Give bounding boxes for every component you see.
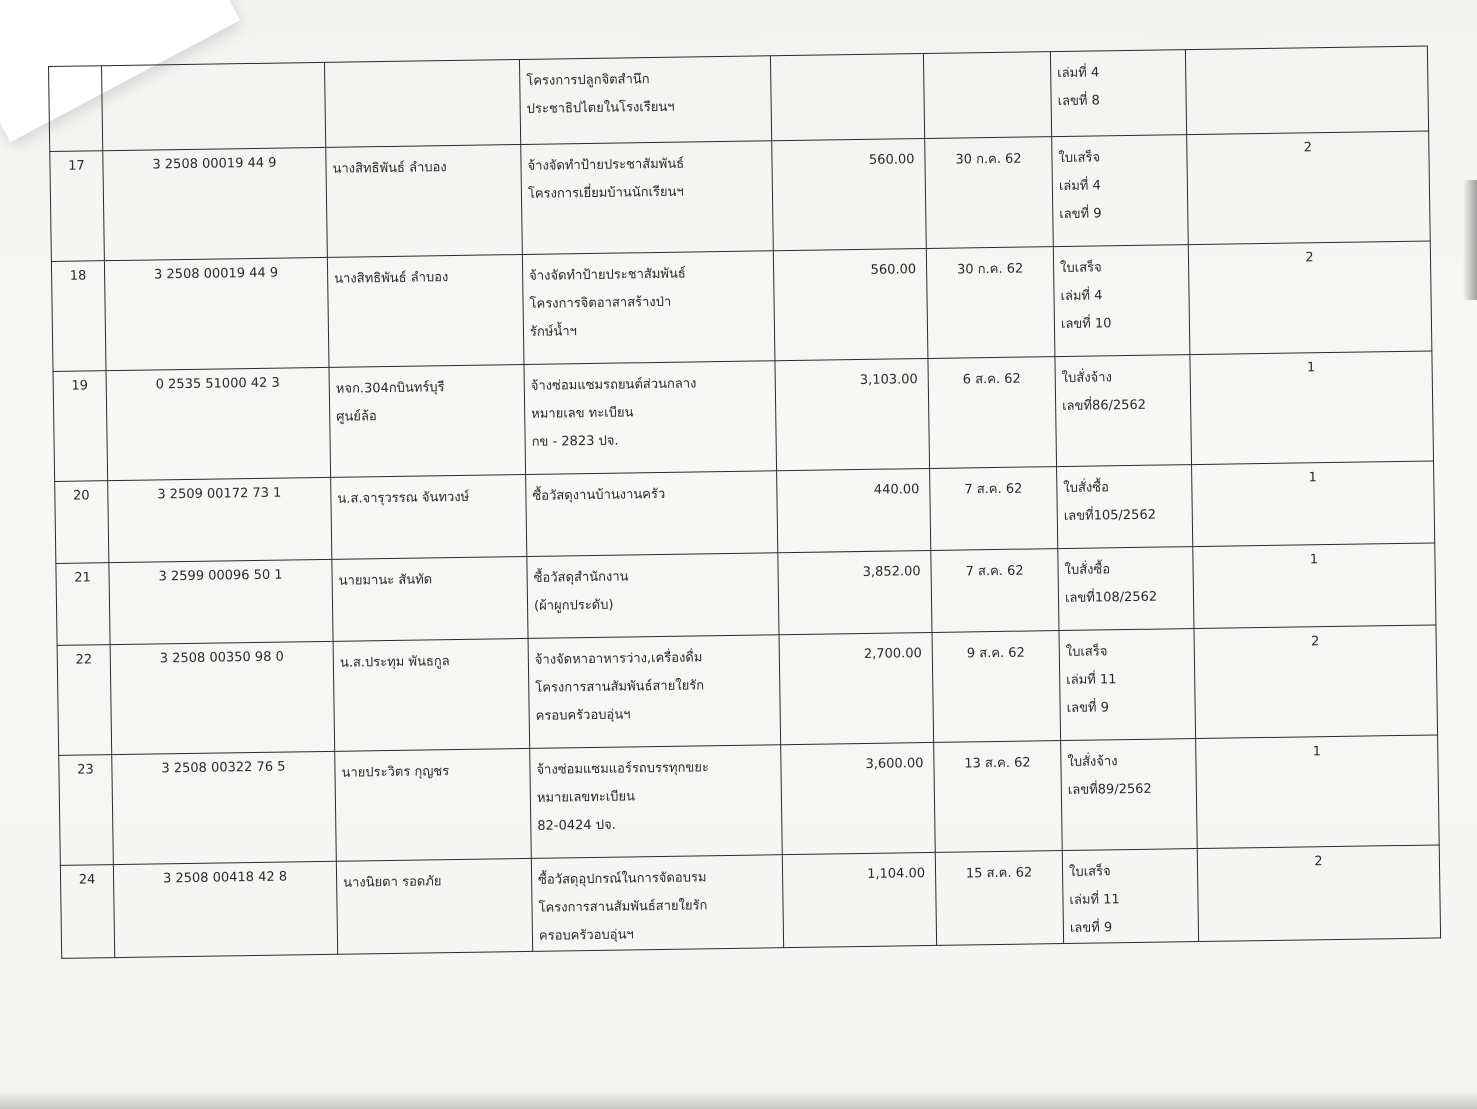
- document-ref-cell: [1053, 245, 1190, 357]
- document-ref-cell-line: เล่มที่ 4: [1057, 65, 1100, 82]
- document-ref-cell-content: [1063, 849, 1198, 943]
- table-body: [49, 46, 1441, 958]
- date-cell: [926, 247, 1055, 359]
- vendor-name-cell-text: นางสิทธิพันธ์ ลำบอง: [334, 270, 449, 287]
- description-cell-line: 82-0424 ปจ.: [537, 817, 616, 834]
- row-number-cell-content: [54, 371, 106, 396]
- description-cell-content: [526, 471, 777, 511]
- description-cell-line: โครงการปลูกจิตสำนึก: [526, 72, 650, 89]
- amount-cell: [779, 632, 934, 744]
- count-cell-content: [1189, 242, 1430, 270]
- date-cell: [931, 549, 1059, 633]
- description-cell-line: ซื้อวัสดุงานบ้านงานครัว: [532, 486, 666, 504]
- description-cell-line: ซื้อวัสดุอุปกรณ์ในการจัดอบรม: [538, 870, 707, 888]
- document-ref-cell-line: ใบเสร็จ: [1058, 150, 1101, 167]
- procurement-table: [48, 46, 1441, 959]
- vendor-name-cell-text: น.ส.ประทุม พันธกูล: [339, 654, 450, 671]
- description-cell: [522, 251, 775, 365]
- row-number-cell-text: 24: [78, 872, 96, 888]
- tax-id-cell-text: [108, 69, 318, 72]
- document-ref-cell-line: เลขที่ 9: [1059, 206, 1102, 223]
- description-cell-line: โครงการจิตอาสาสร้างป่า: [529, 294, 672, 312]
- document-ref-cell-line: เลขที่ 10: [1060, 316, 1112, 333]
- row-number-cell-text: 20: [72, 488, 90, 504]
- vendor-name-cell-content: [331, 475, 526, 514]
- vendor-name-cell-content: [337, 859, 532, 898]
- vendor-name-cell: [324, 60, 520, 148]
- description-cell: [530, 745, 783, 859]
- count-cell-content: [1198, 845, 1439, 873]
- amount-cell-content: [771, 54, 923, 64]
- vendor-name-cell-text: นางสิทธิพันธ์ ลำบอง: [332, 160, 447, 177]
- row-number-cell-text: 17: [68, 158, 85, 174]
- count-cell-text: 1: [1306, 360, 1316, 376]
- amount-cell-content: [772, 139, 924, 175]
- count-cell: [1193, 543, 1436, 629]
- document-ref-cell-line: เลขที่ 9: [1069, 920, 1113, 936]
- document-ref-cell-line: เลขที่ 8: [1057, 93, 1101, 110]
- description-cell-content: [524, 361, 775, 457]
- date-cell-text: 30 ก.ค. 62: [955, 151, 1022, 168]
- document-ref-cell-line: เล่มที่ 4: [1060, 288, 1103, 305]
- date-cell: [935, 851, 1063, 946]
- description-cell: [519, 56, 771, 145]
- bottom-shadow: [0, 1091, 1477, 1109]
- amount-cell-text: 560.00: [870, 262, 917, 278]
- document-ref-cell-line: เลขที่89/2562: [1067, 781, 1152, 798]
- date-cell-content: [936, 851, 1063, 889]
- tax-id-cell: [106, 367, 331, 480]
- tax-id-cell-content: [109, 560, 331, 587]
- vendor-name-cell: [336, 858, 532, 954]
- document-ref-cell: [1059, 629, 1196, 741]
- date-cell-content: [925, 137, 1052, 175]
- row-number-cell-text: 23: [77, 762, 94, 778]
- vendor-name-cell-content: [335, 749, 530, 788]
- vendor-name-cell-text: นายประวิตร กุญชร: [341, 764, 450, 781]
- description-cell-content: [527, 553, 778, 621]
- count-cell-text: 2: [1303, 140, 1313, 156]
- amount-cell-content: [775, 359, 927, 395]
- description-cell-content: [520, 56, 771, 124]
- amount-cell: [778, 550, 932, 634]
- count-cell: [1188, 241, 1432, 355]
- row-number-cell: [56, 563, 110, 646]
- tax-id-cell: [103, 147, 328, 260]
- count-cell-content: [1192, 461, 1433, 489]
- tax-id-cell: [102, 62, 326, 150]
- count-cell: [1190, 351, 1434, 465]
- date-cell-content: [934, 741, 1061, 779]
- count-cell: [1194, 625, 1438, 739]
- date-cell-text: 15 ส.ค. 62: [965, 865, 1033, 882]
- count-cell: [1196, 735, 1440, 849]
- tax-id-cell-content: [111, 642, 333, 669]
- tax-id-cell-content: [103, 148, 325, 175]
- tax-id-cell-content: [107, 368, 329, 395]
- document-ref-cell-line: ใบเสร็จ: [1068, 864, 1111, 880]
- document-ref-cell-line: เล่มที่ 11: [1066, 672, 1117, 688]
- count-cell-text: [1192, 53, 1421, 56]
- vendor-name-cell-text: น.ส.จารุวรรณ จันทวงษ์: [337, 489, 470, 507]
- vendor-name-cell-line: หจก.304กบินทร์บุรี: [335, 380, 445, 397]
- row-number-cell-text: 22: [75, 652, 93, 668]
- date-cell: [932, 631, 1061, 743]
- document-ref-cell-content: [1055, 355, 1190, 421]
- row-number-cell-content: [61, 865, 113, 890]
- tax-id-cell-text: 0 2535 51000 42 3: [155, 375, 280, 393]
- amount-cell-text: 3,103.00: [859, 372, 918, 388]
- amount-cell-text: 2,700.00: [863, 646, 922, 662]
- document-ref-cell: [1050, 50, 1186, 137]
- vendor-name-cell: [327, 254, 524, 367]
- row-number-cell-text: [55, 72, 95, 73]
- count-cell-content: [1194, 625, 1435, 653]
- vendor-name-cell: [329, 364, 526, 477]
- count-cell: [1192, 461, 1435, 547]
- date-cell: [934, 741, 1063, 853]
- document-ref-cell-line: ใบเสร็จ: [1060, 260, 1102, 277]
- tax-id-cell: [104, 257, 329, 370]
- description-cell-line: (ผ้าผูกประดับ): [533, 597, 614, 614]
- description-cell-line: จ้างจัดหาอาหารว่าง,เครื่องดื่ม: [534, 650, 703, 668]
- count-cell: [1187, 131, 1431, 245]
- date-cell-text: 13 ส.ค. 62: [964, 755, 1031, 772]
- date-cell-text: 7 ส.ค. 62: [964, 481, 1023, 498]
- description-cell-line: จ้างซ่อมแซมแอร์รถบรรทุกขยะ: [536, 760, 710, 778]
- date-cell-content: [928, 357, 1055, 395]
- document-ref-cell-line: ใบสั่งซื้อ: [1063, 480, 1110, 496]
- document-ref-cell-line: เลขที่108/2562: [1064, 589, 1158, 606]
- count-cell-text: 2: [1314, 854, 1323, 870]
- amount-cell-content: [774, 249, 926, 285]
- table-row: [57, 625, 1437, 755]
- document-ref-cell-line: ใบสั่งจ้าง: [1067, 754, 1118, 770]
- document-ref-cell-content: [1061, 739, 1196, 805]
- document-ref-cell: [1052, 135, 1189, 247]
- tax-id-cell-text: 3 2508 00418 42 8: [162, 869, 288, 887]
- date-cell: [923, 52, 1051, 139]
- description-cell-line: ครอบครัวอบอุ่นฯ: [535, 707, 631, 724]
- row-number-cell: [49, 66, 103, 152]
- document-ref-cell-content: [1052, 135, 1187, 229]
- description-cell-content: [529, 635, 780, 731]
- document-ref-cell: [1062, 849, 1198, 944]
- date-cell: [925, 137, 1054, 249]
- amount-cell-content: [781, 743, 933, 779]
- date-cell-text: 30 ก.ค. 62: [956, 261, 1024, 278]
- description-cell-content: [523, 251, 774, 347]
- date-cell: [930, 467, 1058, 551]
- vendor-name-cell-content: [334, 639, 529, 678]
- description-cell: [528, 635, 781, 749]
- description-cell-content: [521, 141, 772, 209]
- description-cell-line: จ้างจัดทำป้ายประชาสัมพันธ์: [527, 156, 685, 174]
- vendor-name-cell-text: นายมานะ สันทัด: [338, 572, 433, 589]
- row-number-cell-content: [58, 645, 110, 670]
- date-cell-content: [927, 247, 1054, 285]
- date-cell: [928, 357, 1057, 469]
- document-ref-cell-line: เลขที่86/2562: [1062, 397, 1147, 414]
- table-row: [60, 845, 1440, 958]
- description-cell-line: โครงการสานสัมพันธ์สายใยรัก: [535, 678, 705, 696]
- vendor-name-cell: [326, 144, 523, 257]
- amount-cell: [773, 248, 928, 360]
- document-ref-cell-content: [1051, 50, 1186, 116]
- description-cell: [521, 141, 774, 255]
- date-cell-text: [930, 60, 1044, 62]
- description-cell-line: รักษ์น้ำฯ: [529, 324, 578, 340]
- row-number-cell: [50, 151, 105, 262]
- date-cell-content: [924, 52, 1050, 62]
- vendor-name-cell: [331, 474, 527, 559]
- paper-edge-shadow: [1463, 180, 1477, 300]
- count-cell-text: 2: [1305, 250, 1314, 266]
- description-cell-line: จ้างซ่อมแซมรถยนต์ส่วนกลาง: [530, 376, 697, 394]
- row-number-cell-content: [49, 66, 101, 73]
- count-cell-content: [1193, 543, 1434, 571]
- tax-id-cell: [112, 751, 337, 864]
- amount-cell-text: 560.00: [868, 152, 915, 168]
- document-ref-cell-line: ใบเสร็จ: [1065, 644, 1108, 660]
- count-cell: [1197, 845, 1440, 942]
- description-cell-line: โครงการเยี่ยมบ้านนักเรียนฯ: [527, 184, 684, 202]
- tax-id-cell-content: [105, 258, 327, 285]
- description-cell-content: [532, 855, 783, 951]
- tax-id-cell-text: 3 2599 00096 50 1: [158, 567, 283, 585]
- count-cell-text: 1: [1312, 744, 1322, 760]
- amount-cell: [777, 468, 931, 552]
- tax-id-cell-content: [102, 63, 324, 72]
- description-cell-line: ซื้อวัสดุสำนักงาน: [533, 569, 629, 586]
- document-ref-cell-content: [1057, 465, 1192, 531]
- document-ref-cell-line: ใบสั่งจ้าง: [1061, 370, 1113, 386]
- row-number-cell-text: 19: [71, 378, 89, 394]
- row-number-cell-content: [59, 755, 111, 780]
- document-ref-cell-line: เลขที่105/2562: [1063, 507, 1157, 524]
- amount-cell: [772, 139, 927, 251]
- count-cell-content: [1190, 352, 1431, 380]
- count-cell: [1185, 46, 1428, 135]
- count-cell-text: 1: [1309, 552, 1319, 568]
- amount-cell-content: [780, 633, 932, 669]
- row-number-cell-content: [55, 481, 107, 506]
- document-ref-cell: [1057, 465, 1193, 549]
- tax-id-cell-text: 3 2508 00322 76 5: [161, 759, 286, 777]
- description-cell: [531, 855, 783, 952]
- amount-cell-content: [777, 469, 929, 505]
- amount-cell-text: [777, 62, 913, 64]
- document-ref-cell-line: เลขที่ 9: [1066, 700, 1110, 716]
- row-number-cell-text: 18: [69, 268, 87, 284]
- row-number-cell-content: [52, 261, 104, 286]
- date-cell-content: [931, 549, 1058, 587]
- amount-cell: [782, 852, 936, 947]
- description-cell-content: [530, 745, 781, 841]
- tax-id-cell-content: [108, 478, 330, 505]
- vendor-name-cell: [333, 638, 530, 751]
- tax-id-cell: [108, 477, 332, 562]
- count-cell-content: [1187, 132, 1428, 160]
- date-cell-text: 9 ส.ค. 62: [966, 645, 1025, 662]
- count-cell-text: 2: [1310, 634, 1320, 650]
- tax-id-cell: [110, 641, 335, 754]
- description-cell-line: หมายเลขทะเบียน: [536, 789, 636, 806]
- document-ref-cell-line: เล่มที่ 4: [1058, 178, 1101, 195]
- document-ref-cell: [1058, 547, 1194, 631]
- description-cell: [524, 361, 777, 475]
- vendor-name-cell-text: [331, 68, 513, 71]
- row-number-cell: [51, 261, 106, 372]
- description-cell-line: หมายเลข ทะเบียน: [531, 405, 634, 422]
- description-cell-line: กข - 2823 ปจ.: [531, 433, 619, 450]
- description-cell: [526, 471, 778, 557]
- vendor-name-cell-content: [330, 365, 525, 432]
- ledger-sheet: [48, 46, 1441, 946]
- vendor-name-cell-content: [326, 145, 521, 184]
- date-cell-content: [933, 631, 1060, 669]
- row-number-cell: [57, 645, 112, 756]
- row-number-cell-text: 21: [74, 570, 91, 586]
- amount-cell-content: [783, 853, 935, 889]
- document-ref-cell: [1061, 739, 1198, 851]
- amount-cell-text: 3,600.00: [865, 756, 924, 772]
- document-ref-cell-content: [1058, 547, 1193, 613]
- vendor-name-cell-content: [328, 255, 523, 294]
- row-number-cell-content: [56, 563, 108, 588]
- tax-id-cell-text: 3 2508 00019 44 9: [153, 265, 279, 283]
- tax-id-cell-text: 3 2509 00172 73 1: [157, 485, 282, 503]
- amount-cell-text: 440.00: [873, 482, 920, 498]
- description-cell-line: ประชาธิปไตยในโรงเรียนฯ: [526, 99, 675, 117]
- vendor-name-cell-text: นางนิยดา รอดภัย: [343, 874, 442, 891]
- row-number-cell: [53, 371, 108, 482]
- tax-id-cell: [113, 861, 337, 957]
- row-number-cell: [60, 865, 114, 959]
- tax-id-cell-text: 3 2508 00019 44 9: [152, 155, 277, 173]
- date-cell-content: [930, 467, 1057, 505]
- date-cell-text: 6 ส.ค. 62: [962, 371, 1021, 388]
- description-cell-line: ครอบครัวอบอุ่นฯ: [538, 927, 634, 944]
- amount-cell-text: 3,852.00: [862, 564, 921, 580]
- tax-id-cell-text: 3 2508 00350 98 0: [159, 649, 284, 667]
- row-number-cell: [55, 481, 109, 564]
- row-number-cell: [59, 755, 114, 866]
- count-cell-text: 1: [1308, 470, 1317, 486]
- document-ref-cell: [1055, 355, 1192, 467]
- description-cell: [527, 553, 779, 639]
- amount-cell: [781, 742, 936, 854]
- vendor-name-cell-content: [325, 60, 519, 71]
- count-cell-content: [1196, 735, 1437, 763]
- table-row: [50, 131, 1430, 261]
- amount-cell: [770, 54, 924, 141]
- document-ref-cell-line: ใบสั่งซื้อ: [1064, 562, 1111, 578]
- vendor-name-cell: [332, 556, 528, 641]
- tax-id-cell-content: [112, 752, 334, 779]
- table-row: [53, 351, 1433, 481]
- count-cell-content: [1186, 47, 1427, 57]
- table-row: [59, 735, 1439, 865]
- amount-cell-text: 1,104.00: [867, 866, 926, 882]
- row-number-cell-content: [50, 151, 102, 176]
- vendor-name-cell: [335, 748, 532, 861]
- document-ref-cell-content: [1059, 629, 1194, 723]
- description-cell-line: โครงการสานสัมพันธ์สายใยรัก: [538, 898, 708, 916]
- document-ref-cell-content: [1054, 245, 1189, 339]
- vendor-name-cell-content: [332, 557, 527, 596]
- tax-id-cell-content: [114, 862, 336, 889]
- document-ref-cell-line: เล่มที่ 11: [1069, 892, 1120, 908]
- tax-id-cell: [109, 559, 333, 644]
- amount-cell: [775, 358, 930, 470]
- description-cell-line: จ้างจัดทำป้ายประชาสัมพันธ์: [529, 266, 686, 284]
- vendor-name-cell-line: ศูนย์ล้อ: [336, 409, 377, 425]
- amount-cell-content: [778, 551, 930, 587]
- date-cell-text: 7 ส.ค. 62: [965, 563, 1024, 580]
- table-row: [51, 241, 1431, 371]
